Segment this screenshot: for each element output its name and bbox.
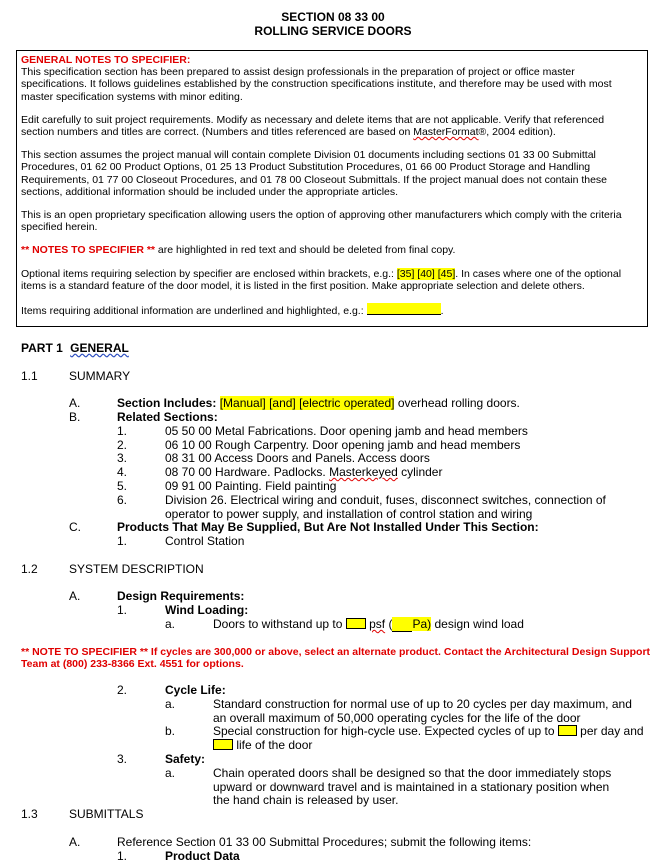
- related-section-item: 05 50 00 Metal Fabrications. Door opening jamb and head members: [165, 424, 528, 438]
- related-sections-label: Related Sections:: [117, 410, 218, 424]
- related-section-item: Division 26. Electrical wiring and conduit, fuses, disconnect switches, connection of: [165, 493, 606, 507]
- cycle-life-label: Cycle Life:: [165, 683, 226, 697]
- article-number: 1.2: [21, 562, 38, 576]
- section-includes-line: Section Includes: [Manual] [and] [electric operated] overhead rolling doors.: [117, 396, 520, 410]
- related-section-item: 08 70 00 Hardware. Padlocks. Masterkeyed cylinder: [165, 465, 443, 479]
- article-title: SYSTEM DESCRIPTION: [69, 562, 204, 576]
- article-number: 1.1: [21, 369, 38, 383]
- section-title: ROLLING SERVICE DOORS: [254, 24, 412, 38]
- list-number: 6.: [117, 493, 128, 507]
- notes-paragraph-1: This specification section has been prepared to assist design professionals in the preparation of project or office master specifications. It follows guidelines established by the construction specifications institute, and therefore may be used with most master specification systems with minor editing.: [21, 66, 612, 103]
- psf-blank: [346, 618, 366, 629]
- cycle-standard-line1: Standard construction for normal use of up to 20 cycles per day maximum, and: [213, 697, 632, 711]
- article-title: SUMMARY: [69, 369, 131, 383]
- notes-paragraph-2: Edit carefully to suit project requirements. Modify as necessary and delete items that are not applicable. Verify that referenced section numbers and titles are correct. (Numbers and titles referenced are based on MasterFormat®, 2004 edition).: [21, 113, 605, 139]
- product-data-label: Product Data: [165, 849, 240, 863]
- related-section-item: 06 10 00 Rough Carpentry. Door opening jamb and head members: [165, 438, 521, 452]
- cycle-high-line2: life of the door: [213, 738, 312, 752]
- products-supplied-label: Products That May Be Supplied, But Are Not Installed Under This Section:: [117, 520, 539, 534]
- notes-paragraph-7: Items requiring additional information are underlined and highlighted, e.g.: .: [21, 305, 444, 318]
- paragraph-letter: A.: [69, 396, 81, 410]
- cycles-per-day-blank: [558, 725, 577, 736]
- highlight-blank-example: [367, 303, 441, 315]
- paragraph-letter: B.: [69, 410, 81, 424]
- note-to-specifier-line1: ** NOTE TO SPECIFIER ** If cycles are 300,000 or above, select an alternate product. Contact the Architectural Design Support: [21, 646, 651, 658]
- safety-line2: upward or downward travel and is maintained in a stationary position when: [213, 780, 610, 794]
- related-section-item: 08 31 00 Access Doors and Panels. Access doors: [165, 451, 430, 465]
- list-number: 1.: [117, 424, 128, 438]
- notes-paragraph-3: This section assumes the project manual will contain complete Division 01 documents including sections 01 33 00 Submittal Procedures, 01 62 00 Product Options, 01 25 13 Product Substitution Procedures, 01 66 00 Product Storage and Handling Requirements, 01 77 00 Closeout Procedures, and 01 78 00 Closeout Submittals. If the project manual does not contain these sections, additional information should be included under the appropriate articles.: [21, 149, 608, 198]
- notes-heading: GENERAL NOTES TO SPECIFIER:: [21, 54, 191, 66]
- cycle-standard-line2: an overall maximum of 50,000 operating cycles for the life of the door: [213, 711, 581, 725]
- paragraph-letter: C.: [69, 520, 81, 534]
- sub-letter: a.: [165, 697, 176, 711]
- note-to-specifier-line2: Team at (800) 233-8366 Ext. 4551 for options.: [21, 658, 244, 670]
- submittals-reference: Reference Section 01 33 00 Submittal Procedures; submit the following items:: [117, 835, 532, 849]
- design-requirements-label: Design Requirements:: [117, 589, 245, 603]
- notes-paragraph-5: ** NOTES TO SPECIFIER ** are highlighted in red text and should be deleted from final copy.: [21, 244, 456, 257]
- article-title: SUBMITTALS: [69, 807, 144, 821]
- notes-paragraph-6: Optional items requiring selection by specifier are enclosed within brackets, e.g.: [35] [40] [45]. In cases where one of the optional items is a standard feature of the door model, it is listed in the first position. Make appropriate selection and delete others.: [21, 267, 622, 292]
- life-cycles-blank: [213, 739, 233, 750]
- related-section-item: 09 91 00 Painting. Field painting: [165, 479, 337, 493]
- paragraph-letter: A.: [69, 835, 81, 849]
- notes-paragraph-4: This is an open proprietary specification allowing users the option of approving other manufacturers which comply with the criteria specified herein.: [21, 209, 622, 234]
- section-number: SECTION 08 33 00: [281, 10, 385, 24]
- list-number: 5.: [117, 479, 128, 493]
- article-number: 1.3: [21, 807, 38, 821]
- sub-letter: a.: [165, 617, 176, 631]
- related-section-item-cont: operator to power supply, and installation of control station and wiring: [165, 507, 533, 521]
- list-number: 3.: [117, 451, 128, 465]
- list-number: 3.: [117, 752, 128, 766]
- part-heading: PART 1 GENERAL: [21, 341, 129, 355]
- sub-letter: a.: [165, 766, 176, 780]
- list-number: 4.: [117, 465, 128, 479]
- list-number: 1.: [117, 603, 128, 617]
- list-number: 1.: [117, 534, 128, 548]
- wind-loading-label: Wind Loading:: [165, 603, 249, 617]
- cycle-high-line1: Special construction for high-cycle use. Expected cycles of up to per day and: [213, 724, 644, 738]
- sub-letter: b.: [165, 724, 176, 738]
- safety-line3: the hand chain is released by user.: [213, 793, 399, 807]
- list-number: 2.: [117, 683, 128, 697]
- general-notes-box: [16, 50, 648, 327]
- list-number: 1.: [117, 849, 128, 863]
- list-number: 2.: [117, 438, 128, 452]
- safety-line1: Chain operated doors shall be designed so that the door immediately stops: [213, 766, 612, 780]
- paragraph-letter: A.: [69, 589, 81, 603]
- products-supplied-item: Control Station: [165, 534, 245, 548]
- safety-label: Safety:: [165, 752, 206, 766]
- wind-load-requirement: Doors to withstand up to psf ( Pa) design wind load: [213, 617, 524, 631]
